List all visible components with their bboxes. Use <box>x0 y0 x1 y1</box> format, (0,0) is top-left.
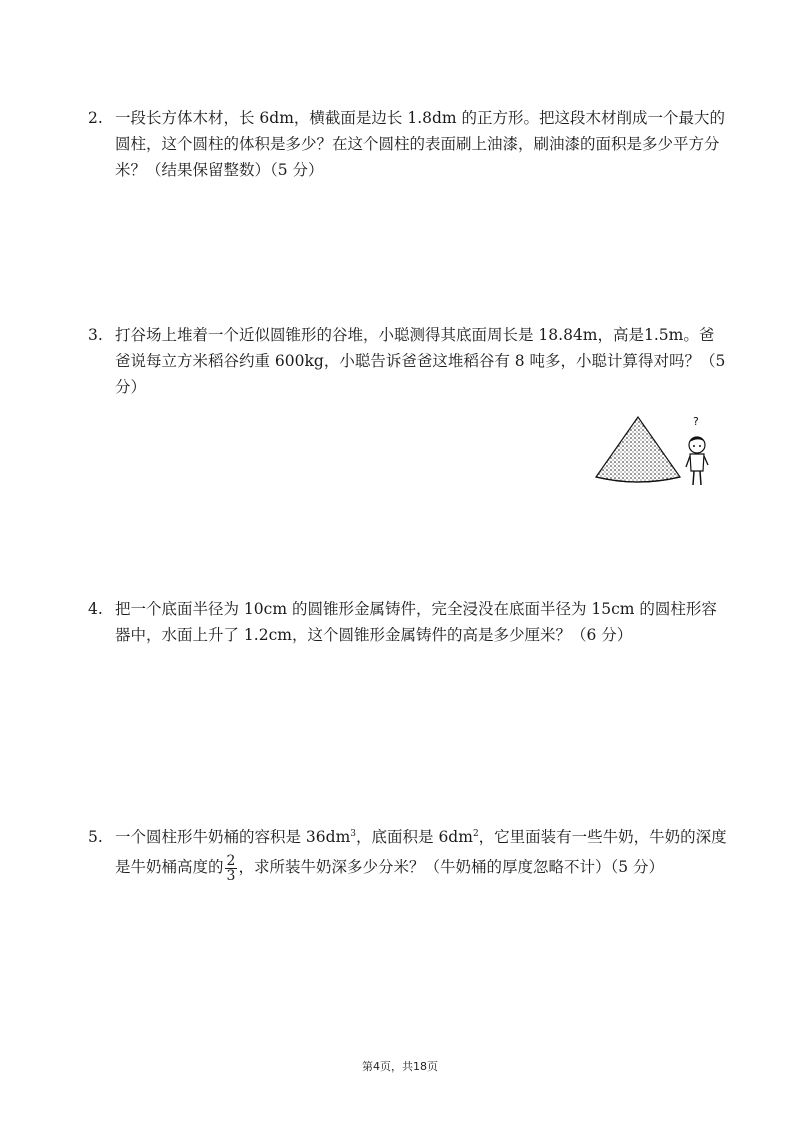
problem-number: 5. <box>88 828 103 846</box>
problem-text <box>115 822 728 883</box>
problem-3 <box>88 322 728 400</box>
exponent: 3 <box>350 828 357 839</box>
problem-text-part: 一个圆柱形牛奶桶的容积是 36dm <box>115 828 351 846</box>
problem-2 <box>88 105 728 183</box>
problem-4 <box>88 596 728 648</box>
problem-text: 一段长方体木材，长 6dm，横截面是边长 1.8dm 的正方形。把这段木材削成一个最大的圆柱，这个圆柱的体积是多少？在这个圆柱的表面刷上油漆，刷油漆的面积是多少平方分米？（结果保留整数）（5 分） <box>115 109 726 179</box>
grain-cone-shape <box>596 417 680 482</box>
problem-text-part: ，它里面装有一些牛奶，牛奶的深度是牛奶桶高度的 <box>115 828 727 876</box>
problem-number: 2. <box>88 109 103 127</box>
problem-5 <box>88 822 728 883</box>
question-mark-icon: ? <box>693 415 699 428</box>
problem-number: 3. <box>88 326 103 344</box>
exponent: 2 <box>472 828 479 839</box>
page-footer: 第4页，共18页 <box>362 1060 438 1073</box>
fraction <box>225 854 238 883</box>
child-body <box>690 454 704 471</box>
problem-text-part: ，底面积是 6dm <box>356 828 473 846</box>
grain-pile-illustration <box>590 405 720 495</box>
problem-text: 打谷场上堆着一个近似圆锥形的谷堆，小聪测得其底面周长是 18.84m，高是1.5m。爸爸说每立方米稻谷约重 600kg，小聪告诉爸爸这堆稻谷有 8 吨多，小聪计算得对吗？（5 分） <box>115 326 726 396</box>
grain-cone-and-child-picture <box>590 405 720 495</box>
problem-text: 把一个底面半径为 10cm 的圆锥形金属铸件，完全浸没在底面半径为 15cm 的圆柱形容器中，水面上升了 1.2cm，这个圆锥形金属铸件的高是多少厘米？（6 分） <box>115 600 717 644</box>
problem-text-part: ，求所装牛奶深多少分米？（牛奶桶的厚度忽略不计）（5 分） <box>238 858 664 876</box>
fraction-numerator: 2 <box>226 852 236 869</box>
fraction-denominator: 3 <box>226 867 236 884</box>
problem-number: 4. <box>88 600 103 618</box>
